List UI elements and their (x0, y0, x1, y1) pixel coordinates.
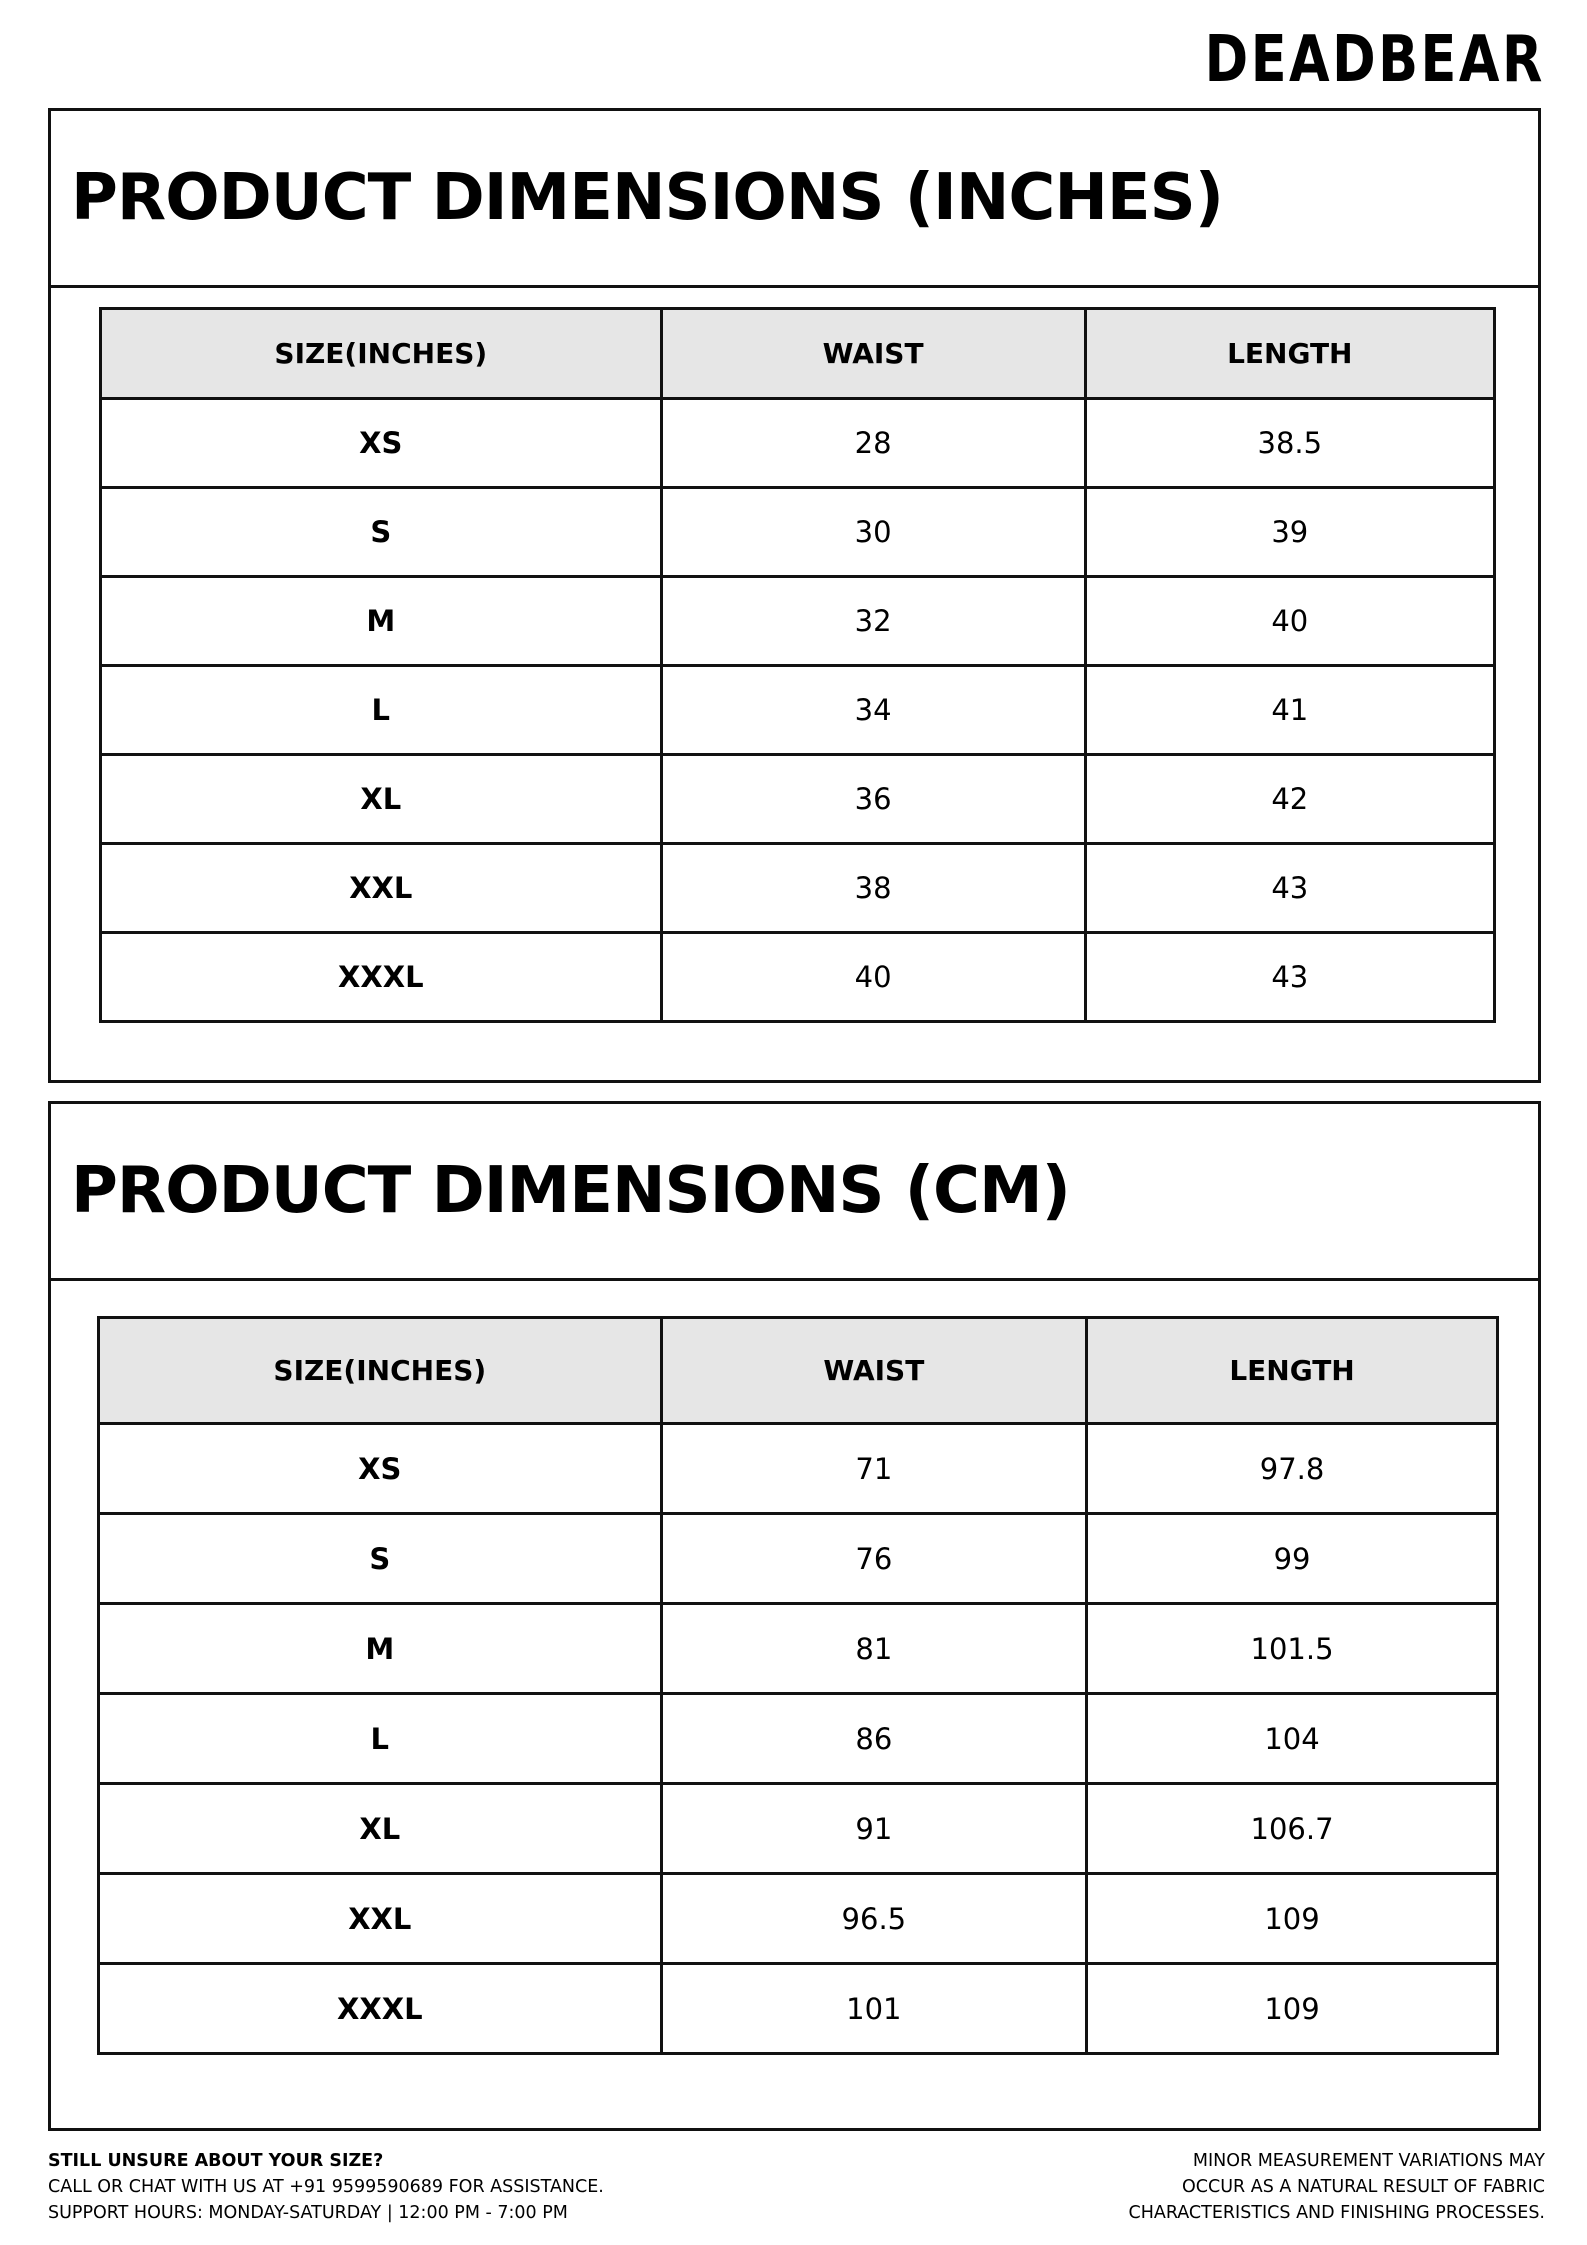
header-waist: WAIST (661, 309, 1085, 399)
cell-waist: 32 (661, 577, 1085, 666)
table-header-row (101, 309, 1495, 399)
table-header-row (99, 1318, 1498, 1424)
header-size: SIZE(INCHES) (101, 309, 662, 399)
footer-question: STILL UNSURE ABOUT YOUR SIZE? (48, 2151, 384, 2171)
table-row (101, 933, 1495, 1022)
cell-length: 109 (1087, 1964, 1498, 2054)
header-length: LENGTH (1085, 309, 1494, 399)
cell-size: XXXL (101, 933, 662, 1022)
cell-size: XL (99, 1784, 662, 1874)
cell-length: 106.7 (1087, 1784, 1498, 1874)
header-waist: WAIST (661, 1318, 1086, 1424)
cell-waist: 36 (661, 755, 1085, 844)
cm-section (48, 1101, 1541, 2131)
table-row (101, 399, 1495, 488)
cell-waist: 76 (661, 1514, 1086, 1604)
cell-length: 38.5 (1085, 399, 1494, 488)
cell-length: 109 (1087, 1874, 1498, 1964)
cell-waist: 96.5 (661, 1874, 1086, 1964)
cell-size: XXL (99, 1874, 662, 1964)
cell-waist: 40 (661, 933, 1085, 1022)
footer-note-line: CHARACTERISTICS AND FINISHING PROCESSES. (1128, 2203, 1545, 2223)
footer-note-line: OCCUR AS A NATURAL RESULT OF FABRIC (1182, 2177, 1545, 2197)
footer-note-line: MINOR MEASUREMENT VARIATIONS MAY (1192, 2151, 1545, 2171)
cell-length: 42 (1085, 755, 1494, 844)
cell-waist: 34 (661, 666, 1085, 755)
cell-size: XL (101, 755, 662, 844)
cell-waist: 30 (661, 488, 1085, 577)
table-row (99, 1604, 1498, 1694)
cell-size: L (101, 666, 662, 755)
cell-waist: 28 (661, 399, 1085, 488)
cell-size: XS (101, 399, 662, 488)
table-row (101, 755, 1495, 844)
cell-size: XS (99, 1424, 662, 1514)
table-row (99, 1784, 1498, 1874)
cell-size: S (101, 488, 662, 577)
cell-length: 97.8 (1087, 1424, 1498, 1514)
footer-support (48, 2148, 604, 2226)
section-title-inches: PRODUCT DIMENSIONS (INCHES) (51, 111, 1538, 288)
cell-waist: 71 (661, 1424, 1086, 1514)
table-row (101, 666, 1495, 755)
table-row (99, 1694, 1498, 1784)
footer-contact: CALL OR CHAT WITH US AT +91 9599590689 FOR ASSISTANCE. (48, 2177, 604, 2197)
brand-logo: DEADBEAR (1204, 23, 1545, 97)
section-title-cm: PRODUCT DIMENSIONS (CM) (51, 1104, 1538, 1281)
size-table-cm (97, 1316, 1499, 2055)
cell-waist: 86 (661, 1694, 1086, 1784)
cell-length: 99 (1087, 1514, 1498, 1604)
table-row (99, 1964, 1498, 2054)
inches-section (48, 108, 1541, 1083)
cell-waist: 101 (661, 1964, 1086, 2054)
cell-size: XXL (101, 844, 662, 933)
cell-size: M (99, 1604, 662, 1694)
table-row (99, 1514, 1498, 1604)
table-row (99, 1424, 1498, 1514)
cell-length: 104 (1087, 1694, 1498, 1784)
cell-waist: 91 (661, 1784, 1086, 1874)
table-row (101, 488, 1495, 577)
cell-length: 101.5 (1087, 1604, 1498, 1694)
cell-length: 41 (1085, 666, 1494, 755)
footer-note (1085, 2148, 1545, 2226)
table-row (101, 577, 1495, 666)
table-row (101, 844, 1495, 933)
cell-length: 40 (1085, 577, 1494, 666)
header-size: SIZE(INCHES) (99, 1318, 662, 1424)
cell-length: 43 (1085, 933, 1494, 1022)
header-length: LENGTH (1087, 1318, 1498, 1424)
cell-waist: 81 (661, 1604, 1086, 1694)
cell-waist: 38 (661, 844, 1085, 933)
cell-size: XXXL (99, 1964, 662, 2054)
cell-size: S (99, 1514, 662, 1604)
table-row (99, 1874, 1498, 1964)
footer-hours: SUPPORT HOURS: MONDAY-SATURDAY | 12:00 PM - 7:00 PM (48, 2203, 568, 2223)
cell-size: M (101, 577, 662, 666)
size-table-inches (99, 307, 1496, 1023)
cell-length: 39 (1085, 488, 1494, 577)
cell-size: L (99, 1694, 662, 1784)
cell-length: 43 (1085, 844, 1494, 933)
